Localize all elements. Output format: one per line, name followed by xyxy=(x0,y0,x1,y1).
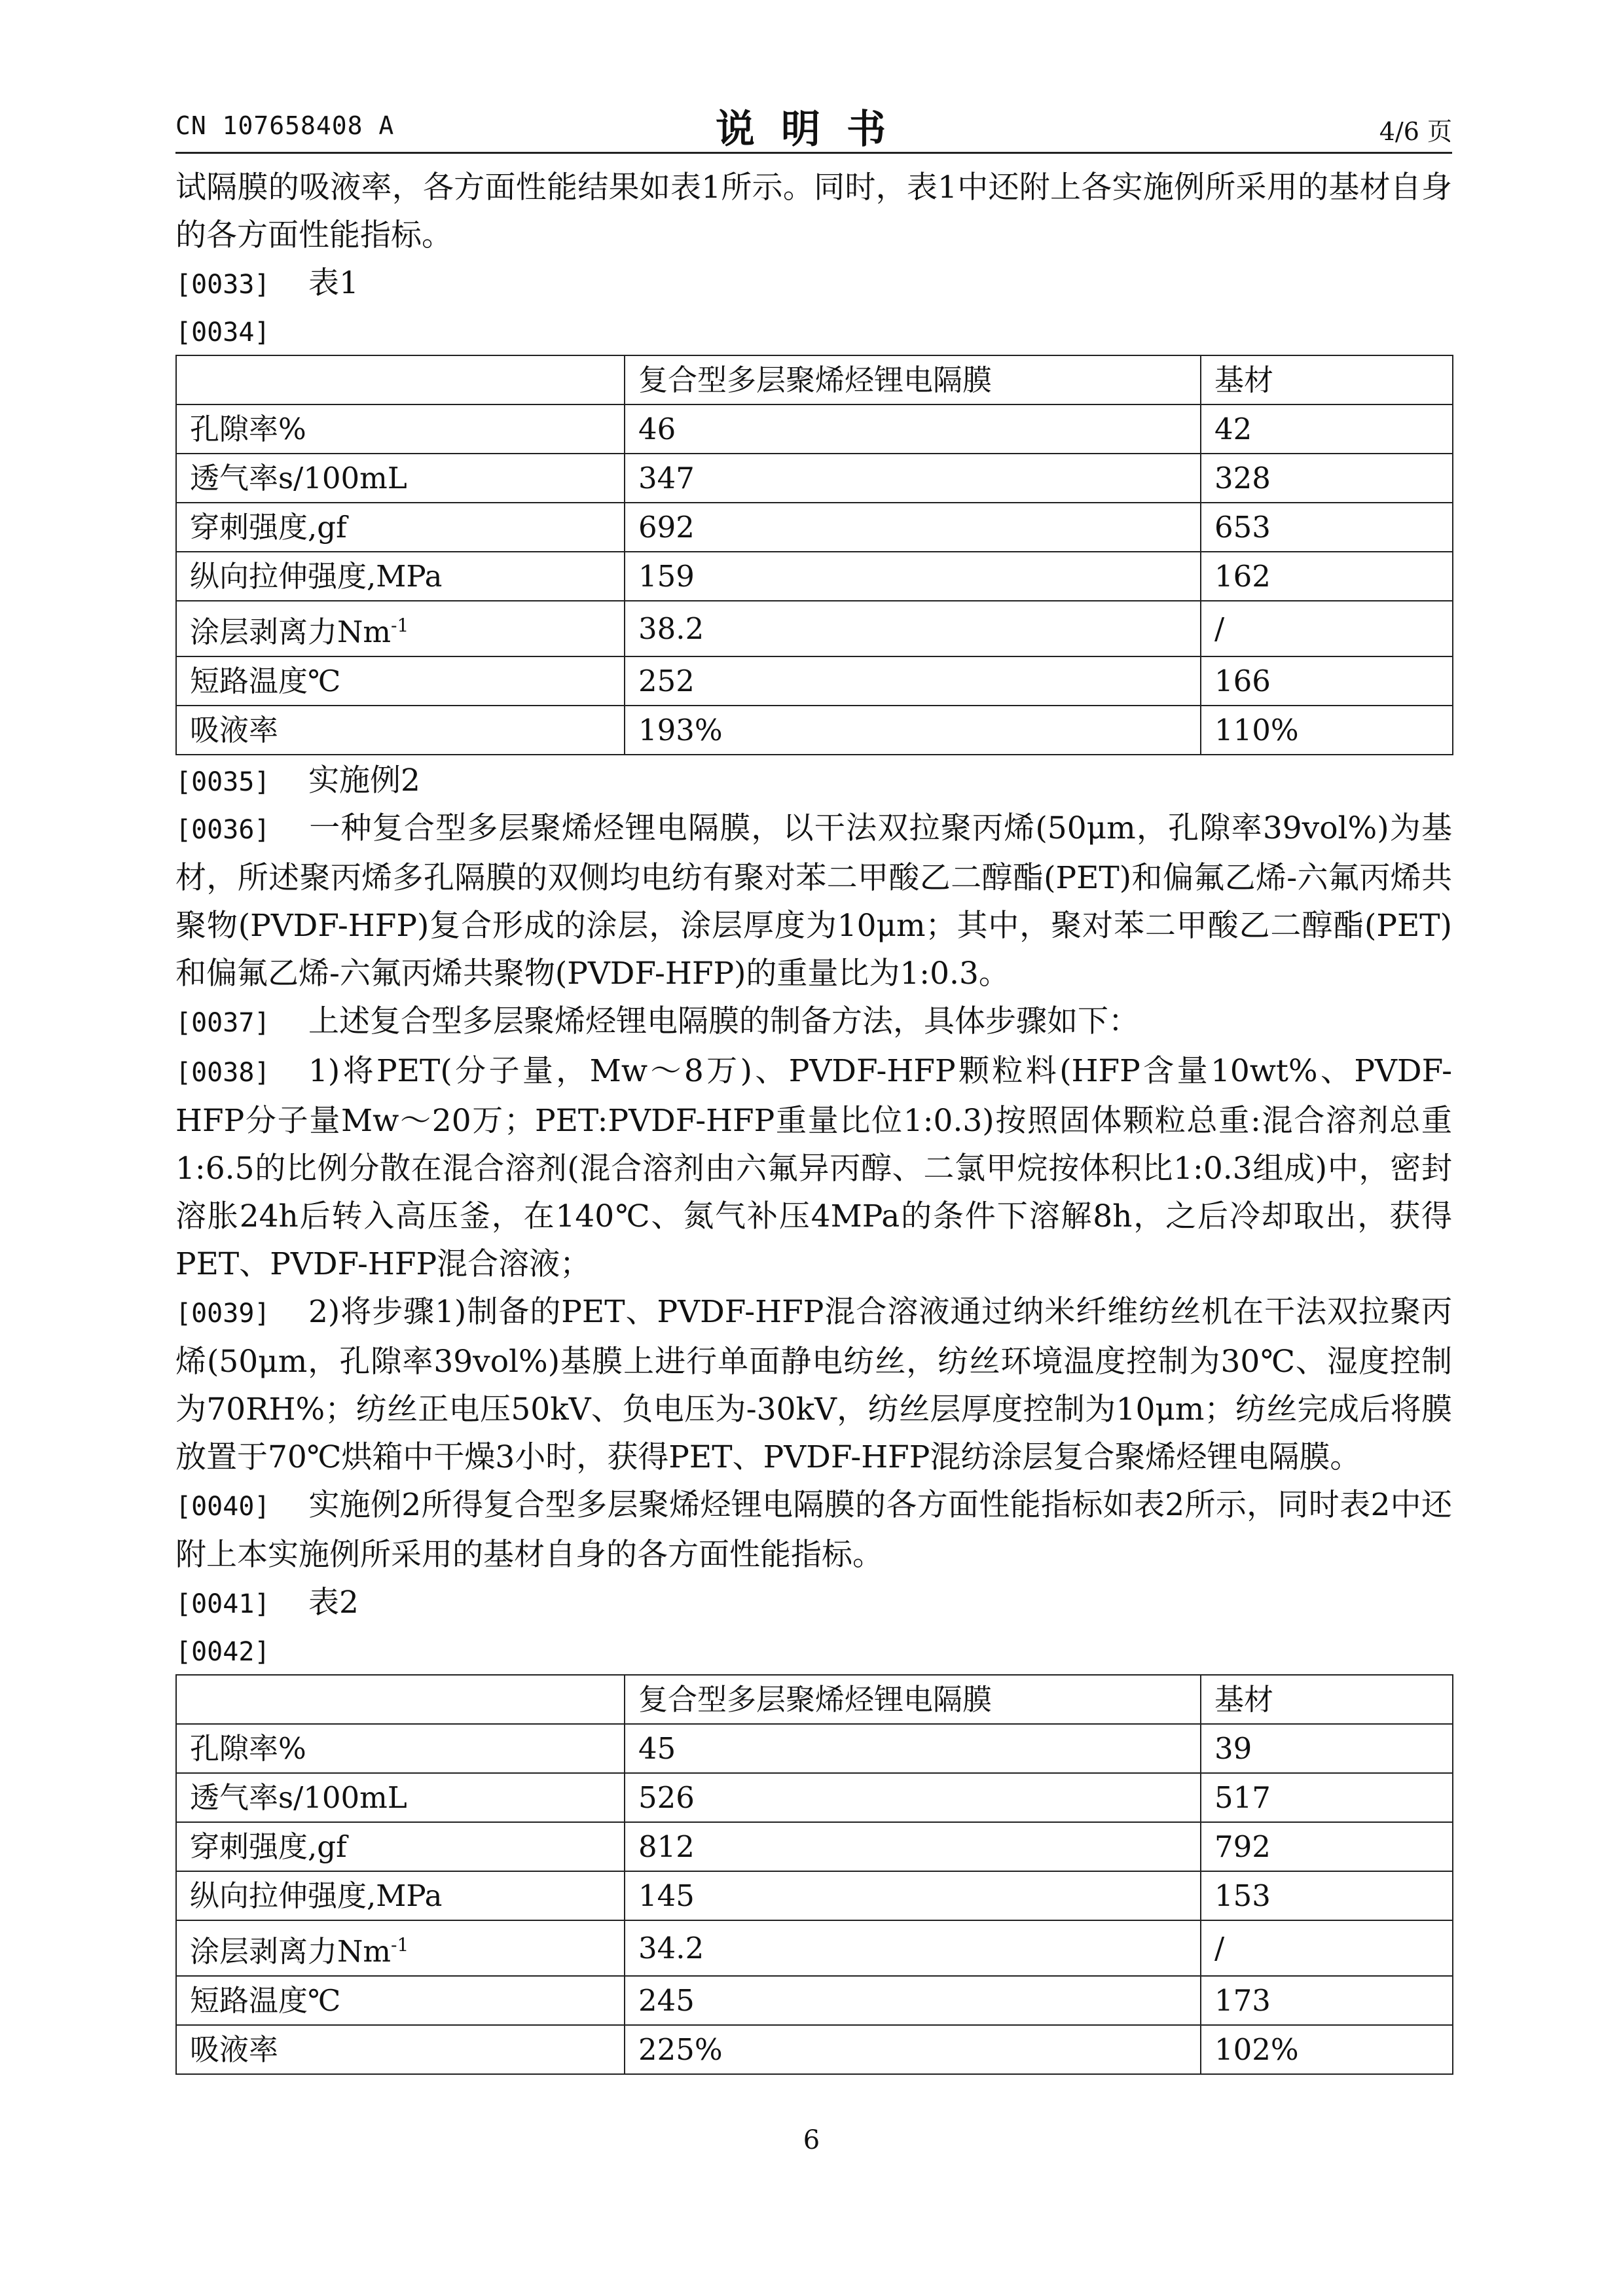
cell-value: 526 xyxy=(625,1773,1201,1822)
table-caption: 表2 xyxy=(308,1585,359,1621)
paragraph-0040 xyxy=(175,1481,1452,1579)
paragraph-0034 xyxy=(175,307,1452,355)
paragraph-0041 xyxy=(175,1579,1452,1626)
row-label: 穿刺强度,gf xyxy=(176,1822,625,1871)
document-body xyxy=(175,164,1452,2076)
row-label: 吸液率 xyxy=(176,706,625,755)
cell-value: 39 xyxy=(1201,1724,1453,1773)
row-label: 纵向拉伸强度,MPa xyxy=(176,1871,625,1920)
table-row xyxy=(176,454,1453,503)
cell-value: 153 xyxy=(1201,1871,1453,1920)
row-label: 穿刺强度,gf xyxy=(176,503,625,552)
header-divider xyxy=(175,152,1452,154)
table-1 xyxy=(175,355,1452,755)
table-row xyxy=(176,706,1453,755)
table-row xyxy=(176,404,1453,454)
table-row xyxy=(176,503,1453,552)
paragraph-0038 xyxy=(175,1047,1452,1288)
header-cell: 基材 xyxy=(1201,1675,1453,1724)
cell-value: 173 xyxy=(1201,1976,1453,2025)
paragraph-text: 2)将步骤1)制备的PET、PVDF-HFP混合溶液通过纳米纤维纺丝机在干法双拉聚丙烯(50μm，孔隙率39vol%)基膜上进行单面静电纺丝，纺丝环境温度控制为30℃、湿度控制为70RH%；纺丝正电压50kV、负电压为-30kV，纺丝层厚度控制为10μm；纺丝完成后将膜放置于70℃烘箱中干燥3小时，获得PET、PVDF-HFP混纺涂层复合聚烯烃锂电隔膜。 xyxy=(175,1294,1452,1475)
paragraph-0042 xyxy=(175,1626,1452,1674)
row-label: 短路温度℃ xyxy=(176,656,625,706)
paragraph-id: [0035] xyxy=(175,767,270,797)
header-cell: 复合型多层聚烯烃锂电隔膜 xyxy=(625,1675,1201,1724)
table-caption: 表1 xyxy=(308,265,359,301)
paragraph-id: [0037] xyxy=(175,1008,270,1038)
paragraph-0039 xyxy=(175,1288,1452,1481)
table-row xyxy=(176,1920,1453,1976)
cell-value: 812 xyxy=(625,1822,1201,1871)
paragraph-id: [0042] xyxy=(175,1637,270,1667)
header-cell xyxy=(176,1675,625,1724)
cell-value: 110% xyxy=(1201,706,1453,755)
table-row xyxy=(176,1724,1453,1773)
table-header-row xyxy=(176,1675,1453,1724)
table-row xyxy=(176,601,1453,656)
header-cell: 复合型多层聚烯烃锂电隔膜 xyxy=(625,355,1201,404)
table-row xyxy=(176,1976,1453,2025)
paragraph-id: [0038] xyxy=(175,1058,270,1088)
cell-value: 38.2 xyxy=(625,601,1201,656)
table-2 xyxy=(175,1674,1452,2075)
cell-value: 46 xyxy=(625,404,1201,454)
paragraph-id: [0033] xyxy=(175,270,270,300)
cell-value: 42 xyxy=(1201,404,1453,454)
cell-value: / xyxy=(1201,1920,1453,1976)
row-label: 短路温度℃ xyxy=(176,1976,625,2025)
table-row xyxy=(176,1773,1453,1822)
row-label: 纵向拉伸强度,MPa xyxy=(176,552,625,601)
page-number: 6 xyxy=(803,2125,820,2155)
row-label: 透气率s/100mL xyxy=(176,454,625,503)
header-cell xyxy=(176,355,625,404)
publication-number: CN 107658408 A xyxy=(175,111,395,140)
page-indicator: 4/6 页 xyxy=(1379,117,1452,146)
row-label xyxy=(176,601,625,656)
paragraph-id: [0039] xyxy=(175,1299,270,1329)
cell-value: 193% xyxy=(625,706,1201,755)
row-label-text: 涂层剥离力Nm xyxy=(190,615,392,649)
table-row xyxy=(176,1822,1453,1871)
cell-value: 347 xyxy=(625,454,1201,503)
cell-value: 245 xyxy=(625,1976,1201,2025)
page-header xyxy=(175,98,1452,157)
paragraph-text: 一种复合型多层聚烯烃锂电隔膜，以干法双拉聚丙烯(50μm，孔隙率39vol%)为基材，所述聚丙烯多孔隔膜的双侧均电纺有聚对苯二甲酸乙二醇酯(PET)和偏氟乙烯-六氟丙烯共聚物(PVDF-HFP)复合形成的涂层，涂层厚度为10μm；其中，聚对苯二甲酸乙二醇酯(PET)和偏氟乙烯-六氟丙烯共聚物(PVDF-HFP)的重量比为1:0.3。 xyxy=(175,810,1452,992)
paragraph-id: [0041] xyxy=(175,1589,270,1619)
row-label-text: 涂层剥离力Nm xyxy=(190,1934,392,1969)
table-row xyxy=(176,1871,1453,1920)
cell-value: 792 xyxy=(1201,1822,1453,1871)
cell-value: 166 xyxy=(1201,656,1453,706)
table-row xyxy=(176,2025,1453,2074)
paragraph-0033 xyxy=(175,259,1452,307)
paragraph-text: 1)将PET(分子量，Mw～8万)、PVDF-HFP颗粒料(HFP含量10wt%、PVDF-HFP分子量Mw～20万；PET:PVDF-HFP重量比位1:0.3)按照固体颗粒总重:混合溶剂总重1:6.5的比例分散在混合溶剂(混合溶剂由六氟异丙醇、二氯甲烷按体积比1:0.3组成)中，密封溶胀24h后转入高压釜，在140℃、氮气补压4MPa的条件下溶解8h，之后冷却取出，获得PET、PVDF-HFP混合溶液； xyxy=(175,1053,1453,1282)
table-row xyxy=(176,552,1453,601)
row-label: 孔隙率% xyxy=(176,404,625,454)
cell-value: 45 xyxy=(625,1724,1201,1773)
paragraph-id: [0040] xyxy=(175,1492,270,1522)
cell-value: 162 xyxy=(1201,552,1453,601)
cell-value: / xyxy=(1201,601,1453,656)
paragraph-0037 xyxy=(175,997,1452,1047)
cell-value: 102% xyxy=(1201,2025,1453,2074)
section-heading: 实施例2 xyxy=(308,762,420,798)
cell-value: 34.2 xyxy=(625,1920,1201,1976)
cell-value: 328 xyxy=(1201,454,1453,503)
table-header-row xyxy=(176,355,1453,404)
cell-value: 159 xyxy=(625,552,1201,601)
paragraph-0035 xyxy=(175,757,1452,804)
cell-value: 653 xyxy=(1201,503,1453,552)
document-title: 说明书 xyxy=(716,107,912,152)
row-label: 孔隙率% xyxy=(176,1724,625,1773)
cell-value: 252 xyxy=(625,656,1201,706)
row-label: 透气率s/100mL xyxy=(176,1773,625,1822)
paragraph-text: 上述复合型多层聚烯烃锂电隔膜的制备方法，具体步骤如下： xyxy=(308,1003,1139,1039)
cell-value: 692 xyxy=(625,503,1201,552)
paragraph-text: 实施例2所得复合型多层聚烯烃锂电隔膜的各方面性能指标如表2所示，同时表2中还附上本实施例所采用的基材自身的各方面性能指标。 xyxy=(175,1487,1452,1573)
paragraph-0036 xyxy=(175,804,1452,997)
cell-value: 145 xyxy=(625,1871,1201,1920)
table-row xyxy=(176,656,1453,706)
superscript: -1 xyxy=(391,615,409,636)
paragraph-id: [0034] xyxy=(175,317,270,348)
cell-value: 517 xyxy=(1201,1773,1453,1822)
row-label: 吸液率 xyxy=(176,2025,625,2074)
superscript: -1 xyxy=(391,1934,409,1956)
intro-paragraph: 试隔膜的吸液率，各方面性能结果如表1所示。同时，表1中还附上各实施例所采用的基材自身的各方面性能指标。 xyxy=(175,170,1452,253)
header-cell: 基材 xyxy=(1201,355,1453,404)
row-label xyxy=(176,1920,625,1976)
cell-value: 225% xyxy=(625,2025,1201,2074)
paragraph-id: [0036] xyxy=(175,815,270,845)
